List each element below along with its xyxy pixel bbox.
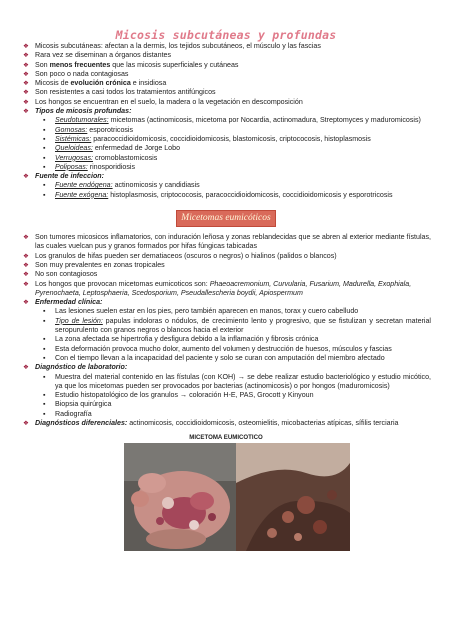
list-item — [21, 98, 431, 107]
diagnostico-label: Diagnóstico de laboratorio: — [35, 363, 128, 372]
sub-item-text: Esta deformación provoca mucho dolor, aumento del volumen y destrucción de huesos, músculos y fascias — [55, 344, 392, 353]
item-text: e insidiosa — [130, 79, 167, 88]
sub-item-desc: actinomicosis y candidiasis — [112, 181, 200, 190]
section-heading — [21, 210, 431, 233]
sub-item — [35, 126, 431, 135]
diferenciales-label: Diagnósticos diferenciales: — [35, 418, 128, 427]
item-text: Son resistentes a casi todos los tratamientos antifúngicos — [35, 88, 216, 97]
sub-item — [35, 373, 431, 392]
item-emphasis: evolución crónica — [70, 79, 131, 88]
foot-lesion-image — [236, 443, 350, 551]
sub-item — [35, 335, 431, 344]
list-item — [21, 70, 431, 79]
item-text: Los granulos de hifas pueden ser dematiaceos (oscuros o negros) o hialinos (palidos o blancos) — [35, 251, 337, 260]
sub-item-term: Gomosas: — [55, 125, 88, 134]
section-banner: Micetomas eumicóticos — [176, 210, 275, 227]
page-title: Micosis subcutáneas y profundas — [115, 28, 337, 42]
sub-item-term: Poliposas: — [55, 162, 88, 171]
sub-item-desc: rinosporidiosis — [87, 162, 136, 171]
item-text: Los hongos se encuentran en el suelo, la madera o la vegetación en descomposición — [35, 97, 303, 106]
item-text: Micosis subcutáneas: afectan a la dermis, los tejidos subcutáneos, el músculo y las fascias — [35, 42, 321, 50]
item-text: Micosis de — [35, 79, 71, 88]
item-text: No son contagiosos — [35, 270, 98, 279]
sub-item — [35, 410, 431, 419]
sub-item — [35, 354, 431, 363]
item-text: Son muy prevalentes en zonas tropicales — [35, 260, 165, 269]
sub-item — [35, 345, 431, 354]
sub-item — [35, 154, 431, 163]
sub-item-term: Seudotumorales: — [55, 116, 109, 125]
sub-item — [35, 307, 431, 316]
sub-item-desc: paracoccidioidomicosis, coccidioidomicosis, blastomicosis, criptococosis, histoplasmosis — [91, 134, 371, 143]
item-text: actinomicosis, coccidioidomicosis, osteomielitis, micobacterias atípicas, sífilis terciaria — [127, 418, 399, 427]
list-item — [21, 261, 431, 270]
clinica-label: Enfermedad clínica: — [35, 298, 103, 307]
item-text: Rara vez se diseminan a órganos distantes — [35, 51, 172, 60]
foot-lesion-photo-right — [236, 443, 350, 551]
figure-caption: MICETOMA EUMICOTICO — [189, 434, 263, 442]
item-text: Los hongos que provocan micetomas eumicoticos son: — [35, 279, 210, 288]
fuente-label: Fuente de infeccion: — [35, 172, 104, 181]
sub-item-desc: enfermedad de Jorge Lobo — [92, 144, 181, 153]
list-item-diagnostico — [21, 363, 431, 372]
sub-item-text: La zona afectada se hipertrofia y desfigura debido a la inflamación y fibrosis crónica — [55, 335, 319, 344]
micetomas-list — [21, 233, 431, 428]
sub-item-desc: histoplasmosis, criptococosis, paracoccidioidomicosis, coccidioidomicosis y esporotricosis — [108, 190, 393, 199]
sub-item-desc: papulas indoloras o nódulos, de crecimiento lento y progresivo, que se fistulizan y secretan material seropurulento con granos negros o blancos hacia el exterior — [55, 316, 431, 335]
sub-item — [35, 317, 431, 336]
sub-item-term: Verrugosas: — [55, 153, 93, 162]
list-item-clinica — [21, 298, 431, 307]
tipos-label: Tipos de micosis profundas: — [35, 107, 132, 116]
sub-item — [35, 391, 431, 400]
sub-item — [35, 144, 431, 153]
item-text: Son tumores micosicos inflamatorios, con induración leñosa y zonas reblandecidas que se abren al exterior mediante fístulas, las cuales vuelcan pus y granos formados por hifas fúngicas tabicadas — [35, 233, 431, 251]
sub-item-term: Queloideas: — [55, 144, 93, 153]
list-item — [21, 42, 431, 51]
sub-item — [35, 163, 431, 172]
sub-item-text: Estudio histopatológico de los granulos → coloración H-E, PAS, Grocott y Kinyoun — [55, 391, 314, 400]
sub-item — [35, 191, 431, 200]
sub-item-text: Radiografía — [55, 409, 92, 418]
list-item — [21, 252, 431, 261]
sub-item — [35, 135, 431, 144]
sub-item-text: Con el tiempo llevan a la incapacidad del paciente y solo se curan con amputación del miembro afectado — [55, 353, 385, 362]
item-text: Son — [35, 60, 50, 69]
list-item — [21, 88, 431, 97]
intro-list — [21, 42, 431, 200]
foot-lesion-photo-left — [124, 443, 236, 551]
sub-item-term: Tipo de lesión: — [55, 316, 103, 325]
list-item — [21, 280, 431, 299]
sub-item-text: Muestra del material contenido en las fístulas (con KOH) → se debe realizar estudio bacteriológico y estudio micótico, ya que los micetomas pueden ser provocados por bacterias (actinomicosis) o por hongos (maduromicosis) — [55, 372, 431, 390]
item-text: Son poco o nada contagiosas — [35, 69, 129, 78]
list-item — [21, 61, 431, 70]
figure-photos — [21, 443, 431, 553]
sub-item-term: Fuente exógena: — [55, 190, 109, 199]
sub-item-text: Las lesiones suelen estar en los pies, pero también aparecen en manos, torax y cuero cabelludo — [55, 307, 359, 316]
sub-item-desc: micetomas (actinomicosis, micetoma por Nocardia, actinomadura, Streptomyces y maduromicosis) — [108, 116, 421, 125]
sub-item — [35, 400, 431, 409]
foot-lesion-image — [124, 443, 236, 551]
sub-item-text: Biopsia quirúrgica — [55, 400, 112, 409]
item-species: Phaeoacremonium, Curvularia, Fusarium, Madurella, Exophiala, Pyrenochaeta, Leptosphaeria, Scedosporium, Pseudallescheria boydii, Apiospermum — [35, 279, 412, 297]
sub-item-term: Fuente endógena: — [55, 181, 113, 190]
sub-item-desc: cromoblastomicosis — [92, 153, 158, 162]
list-item-diferenciales — [21, 419, 431, 428]
item-text: que las micosis superficiales y cutáneas — [110, 60, 239, 69]
list-item — [21, 233, 431, 252]
sub-item-desc: esporotricosis — [87, 125, 134, 134]
list-item — [21, 79, 431, 88]
list-item — [21, 51, 431, 60]
sub-item — [35, 116, 431, 125]
list-item — [21, 270, 431, 279]
list-item-fuente — [21, 172, 431, 181]
list-item-tipos — [21, 107, 431, 116]
item-emphasis: menos frecuentes — [49, 60, 111, 69]
sub-item-term: Sistémicas: — [55, 134, 92, 143]
sub-item — [35, 181, 431, 190]
